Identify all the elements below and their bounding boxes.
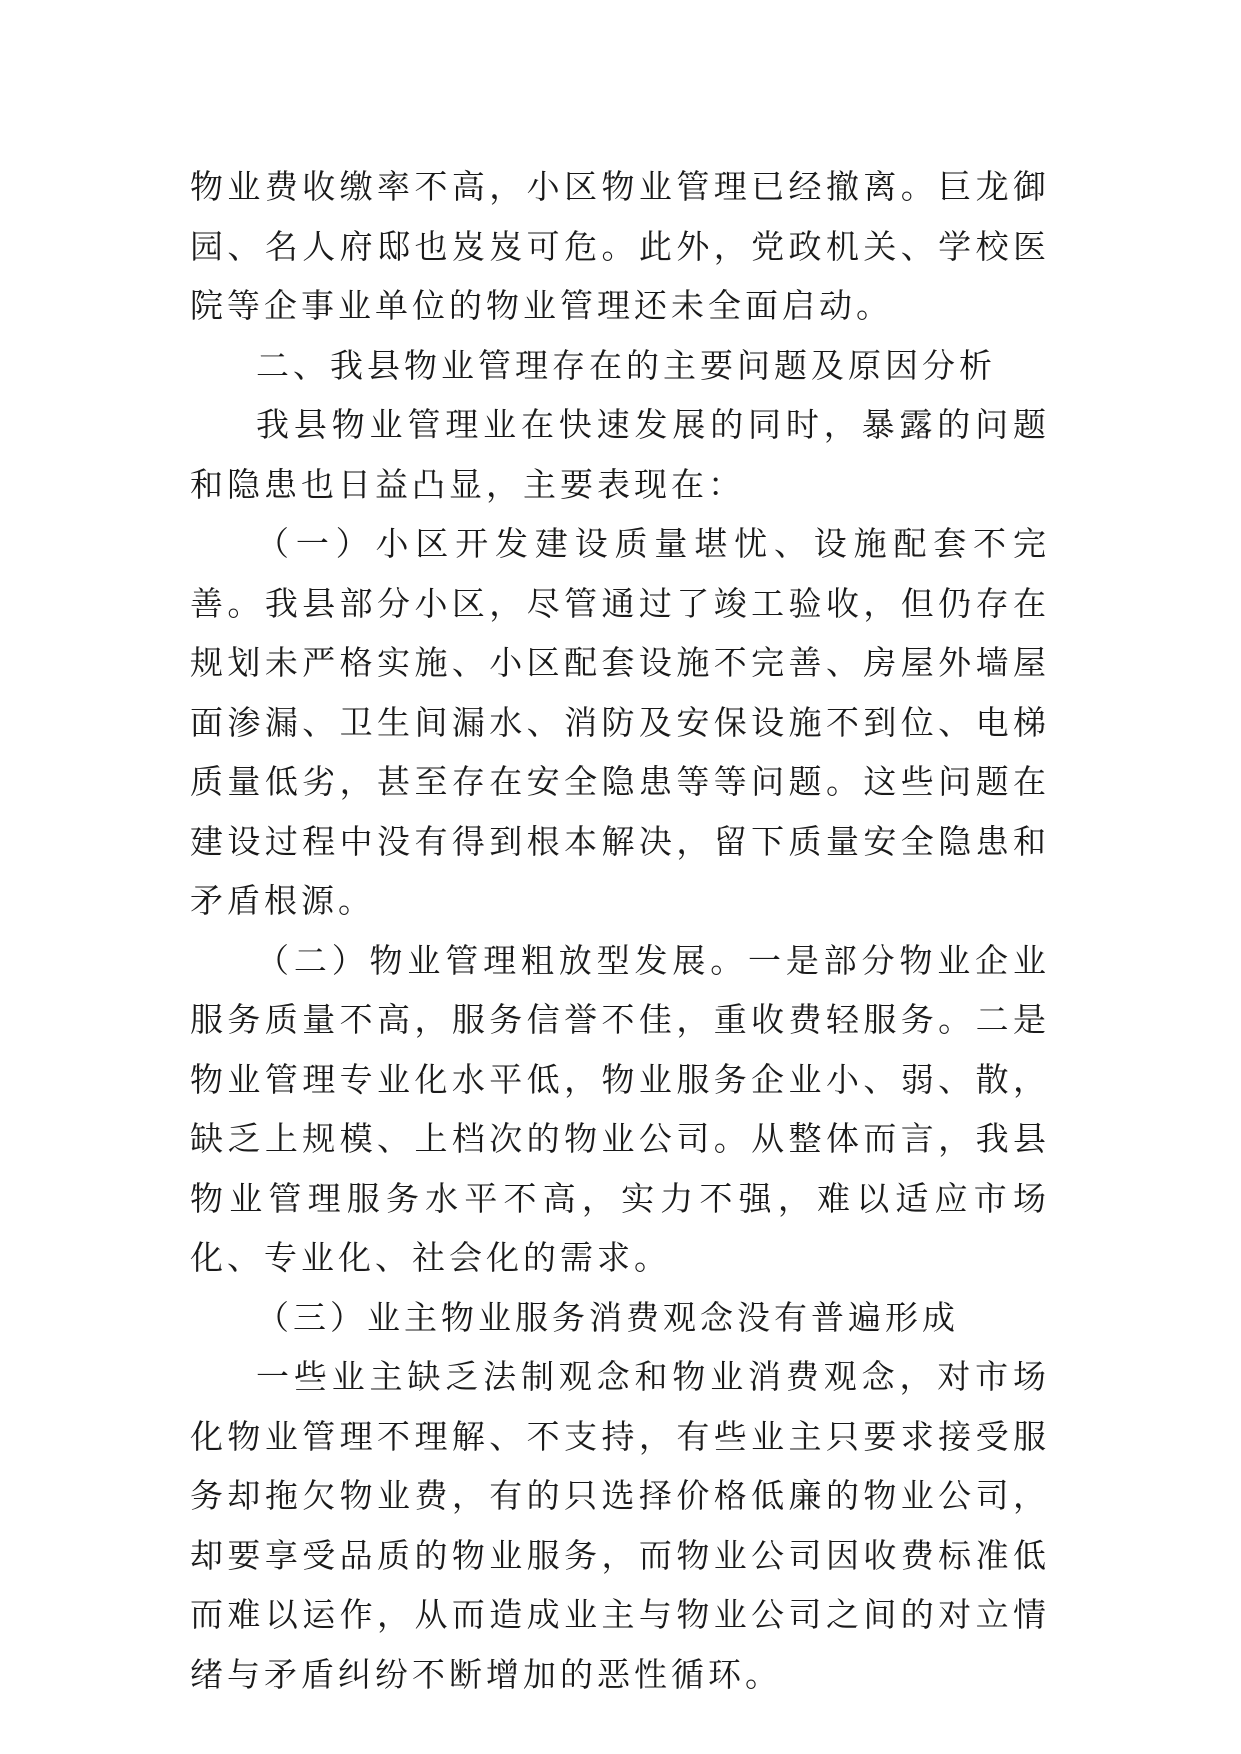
paragraph: （二）物业管理粗放型发展。一是部分物业企业服务质量不高，服务信誉不佳，重收费轻服务。二是物业管理专业化水平低，物业服务企业小、弱、散，缺乏上规模、上档次的物业公司。从整体而言，我县物业管理服务水平不高，实力不强，难以适应市场化、专业化、社会化的需求。 <box>190 940 1050 1277</box>
paragraph: 一些业主缺乏法制观念和物业消费观念，对市场化物业管理不理解、不支持，有些业主只要求接受服务却拖欠物业费，有的只选择价格低廉的物业公司，却要享受品质的物业服务，而物业公司因收费标准低而难以运作，从而造成业主与物业公司之间的对立情绪与矛盾纠纷不断增加的恶性循环。 <box>190 1357 1050 1694</box>
section-heading: 二、我县物业管理存在的主要问题及原因分析 <box>256 345 996 385</box>
paragraph: 我县物业管理业在快速发展的同时，暴露的问题和隐患也日益凸显，主要表现在： <box>190 405 1050 504</box>
document-body <box>190 157 1050 1704</box>
subsection-heading: （三）业主物业服务消费观念没有普遍形成 <box>256 1297 959 1337</box>
paragraph: （一）小区开发建设质量堪忧、设施配套不完善。我县部分小区，尽管通过了竣工验收，但仍存在规划未严格实施、小区配套设施不完善、房屋外墙屋面渗漏、卫生间漏水、消防及安保设施不到位、电梯质量低劣，甚至存在安全隐患等等问题。这些问题在建设过程中没有得到根本解决，留下质量安全隐患和矛盾根源。 <box>190 524 1050 920</box>
paragraph-continued: 物业费收缴率不高，小区物业管理已经撤离。巨龙御园、名人府邸也岌岌可危。此外，党政机关、学校医院等企事业单位的物业管理还未全面启动。 <box>190 167 1050 325</box>
